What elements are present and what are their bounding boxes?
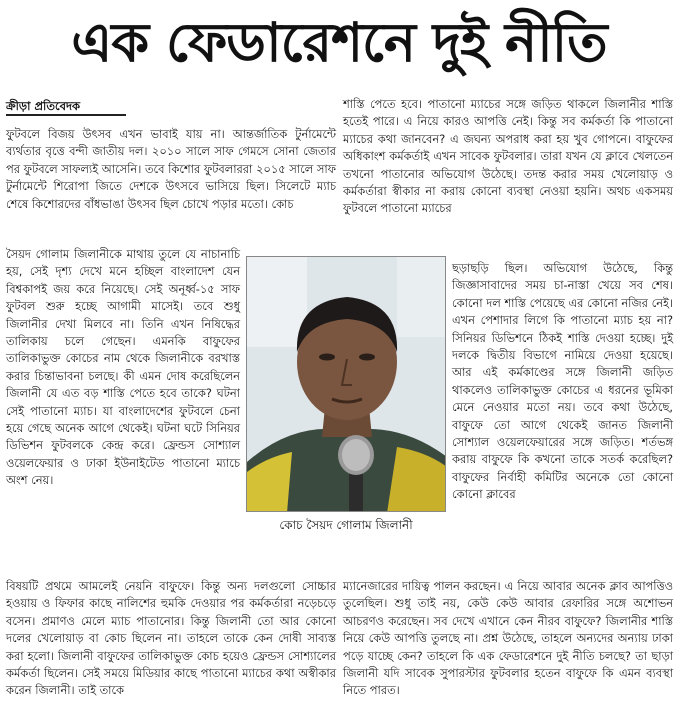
- article-paragraph: শাস্তি পেতে হবে। পাতানো ম্যাচের সঙ্গে জড়িত থাকলে জিলানীর শাস্তি হতেই পারে। এ নিয়ে কারও আপত্তি নেই। কিন্তু সব কর্মকর্তা কি পাতানো ম্যাচের কথা জানবেন? এ জঘন্য অপরাধ করা হয় খুব গোপনে। বাফুফের অধিকাংশ কর্মকর্তাই এখন সাবেক ফুটবলার। তারা যখন যে ক্লাবে খেলতেন তখনো পাতানোর অভিযোগ উঠেছে। তদন্ত করার সময় খেলোয়াড় ও কর্মকর্তারা স্বীকার না করায় কোনো ব্যবস্থা নেওয়া হয়নি। অথচ একসময় ফুটবলে পাতানো ম্যাচের: [343, 97, 673, 216]
- article-paragraph: ম্যানেজারের দায়িত্ব পালন করছেন। এ নিয়ে আবার অনেক ক্লাব আপত্তিও তুলেছিল। শুধু তাই নয়, কেউ কেউ আবার রেফারির সঙ্গে অশোভন আচরণও করেছেন। সব দেখে এখানে কেন নীরব বাফুফে? জিলানীর শাস্তি নিয়ে কেউ আপত্তি তুলছে না। প্রশ্ন উঠেছে, তাহলে অন্যদের অন্যায় ঢাকা পড়ে যাচ্ছে কেন? তাহলে কি এক ফেডারেশনে দুই নীতি চলছে? তা ছাড়া জিলানী যদি সাবেক সুপারস্টার ফুটবলার হতেন বাফুফে কি এমন ব্যবস্থা নিতে পারত।: [343, 579, 673, 698]
- article-column-left-mid: [6, 246, 240, 576]
- article-paragraph: ছড়াছড়ি ছিল। অভিযোগ উঠেছে, কিন্তু জিজ্ঞাসাবাদের সময় চা-নাস্তা খেয়ে সব শেষ। কোনো দল শাস্তি পেয়েছে এর কোনো নজির নেই। এখন পেশাদার লিগে কি পাতানো ম্যাচ হয় না? সিনিয়র ডিভিশনে ঠিকই শাস্তি দেওয়া হচ্ছে। দুই দলকে দ্বিতীয় বিভাগে নামিয়ে দেওয়া হয়েছে। আর এই কর্মকাণ্ডের সঙ্গে জিলানী জড়িত থাকলেও তালিকাভুক্ত কোচের এ ধরনের ভূমিকা মেনে নেওয়ার মতো নয়। তবে কথা উঠেছে, বাফুফে তো আগে থেকেই জানত জিলানী সোশ্যাল ওয়েলফেয়ারের সঙ্গে জড়িত। শর্তভঙ্গ করায় বাফুফে কি কখনো তাকে সতর্ক করেছিল? বাফুফের নির্বাহী কমিটির অনেকে তো কোনো কোনো ক্লাবের: [452, 261, 673, 502]
- article-column-right-mid: [452, 260, 673, 578]
- headline: এক ফেডারেশনে দুই নীতি: [71, 11, 607, 74]
- article-paragraph: বিষয়টি প্রথমে আমলেই নেয়নি বাফুফে। কিন্তু অন্য দলগুলো সোচ্চার হওয়ায় ও ফিফার কাছে নালিশের হুমকি দেওয়ার পর কর্মকর্তারা নড়েচড়ে বসেন। প্রমাণও মেলে ম্যাচ পাতানোর। কিন্তু জিলানী তো আর কোনো দলের খেলোয়াড় বা কোচ ছিলেন না। তাহলে তাকে কেন দোষী সাব্যস্ত করা হলো। জিলানী বাফুফের তালিকাভুক্ত কোচ হয়েও ফ্রেন্ডস সোশ্যালের কর্মকর্তা ছিলেন। সেই সময়ে মিডিয়ার কাছে পাতানো ম্যাচের কথা অস্বীকার করেন জিলানী। তাই তাকে: [6, 579, 336, 698]
- article-column-left-top: [6, 126, 336, 241]
- article-column-bottom-left: [6, 578, 336, 702]
- byline: ক্রীড়া প্রতিবেদক: [6, 98, 126, 116]
- article-paragraph: সৈয়দ গোলাম জিলানীকে মাথায় তুলে যে নাচানাচি হয়, সেই দৃশ্য দেখে মনে হচ্ছিল বাংলাদেশ যেন বিশ্বকাপই জয় করে নিয়েছে। সেই অনূর্ধ্ব-১৫ সাফ ফুটবল শুরু হচ্ছে আগামী মাসেই। তবে শুধু জিলানীর দেখা মিলবে না। তিনি এখন নিষিদ্ধের তালিকায় চলে গেছেন। এমনকি বাফুফের তালিকাভুক্ত কোচের নাম থেকে জিলানীকে বরখাস্ত করার চিন্তাভাবনা চলছে। কী এমন দোষ করেছিলেন জিলানী যে এত বড় শাস্তি পেতে হবে তাকে? ঘটনা সেই পাতানো ম্যাচ। যা বাংলাদেশের ফুটবলে চেনা হয়ে গেছে অনেক আগে থেকেই। ঘটনা ঘটে সিনিয়র ডিভিশন ফুটবলকে কেন্দ্র করে। ফ্রেন্ডস সোশ্যাল ওয়েলফেয়ার ও ঢাকা ইউনাইটেড পাতানো ম্যাচে অংশ নেয়।: [6, 247, 240, 488]
- article-column-bottom-right: [343, 578, 673, 702]
- article-paragraph: ফুটবলে বিজয় উৎসব এখন ভাবাই যায় না। আন্তর্জাতিক টুর্নামেন্টে ব্যর্থতার বৃত্তে বন্দী জাতীয় দল। ২০১০ সালে সাফ গেমসে সোনা জেতার পর ফুটবলে সাফল্যই আসেনি। তবে কিশোর ফুটবলাররা ২০১৫ সালে সাফ টুর্নামেন্টে শিরোপা জিতে দেশকে উৎসবে ভাসিয়ে ছিল। সিলেটে ম্যাচ শেষে কিশোরদের বাঁধভাঙা উৎসব ছিল চোখে পড়ার মতো। কোচ: [6, 127, 336, 211]
- coach-photo: [246, 256, 446, 512]
- person-photo-icon: [247, 257, 446, 512]
- photo-caption: কোচ সৈয়দ গোলাম জিলানী: [246, 514, 446, 536]
- article-column-right-top: [343, 96, 673, 256]
